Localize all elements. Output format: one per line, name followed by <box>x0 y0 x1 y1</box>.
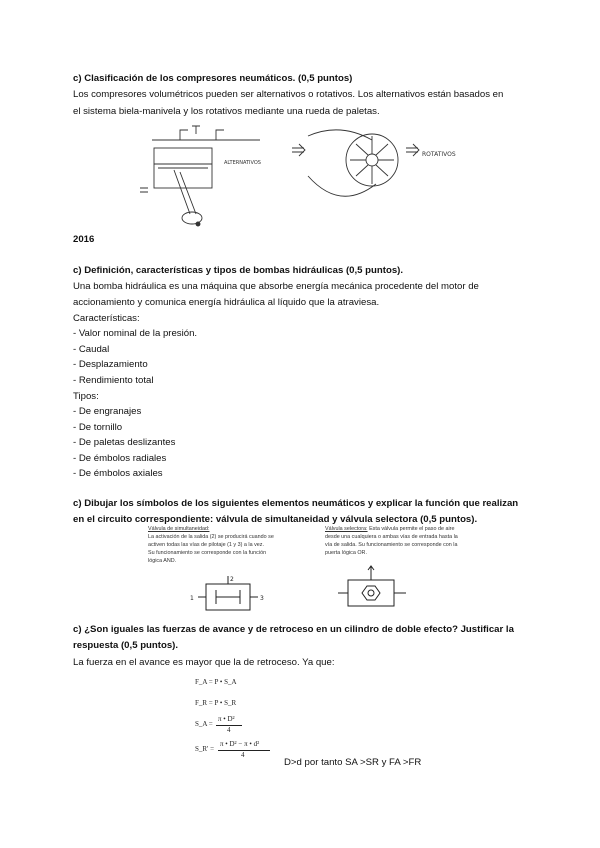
heading-valvulas: c) Dibujar los símbolos de los siguientes elementos neumáticos y explicar la función que realizan <box>73 498 519 509</box>
heading-fuerzas: respuesta (0,5 puntos). <box>73 640 179 651</box>
selectora-line: vía de salida. Su funcionamiento se corresponde con la <box>325 542 458 548</box>
rotary-compressor-sketch <box>292 130 419 196</box>
heading-compresores: c) Clasificación de los compresores neumáticos. (0,5 puntos) <box>73 73 353 84</box>
formula-sr-left: S_R' = <box>195 745 215 753</box>
heading-valvulas: en el circuito correspondiente: válvula de simultaneidad y válvula selectora (0,5 puntos). <box>73 514 478 525</box>
list-item: - De tornillo <box>73 422 123 433</box>
formula-fr: F_R = P • S_R <box>195 699 237 707</box>
port-right-label: 3 <box>260 595 264 602</box>
paragraph-line: el sistema biela-manivela y los rotativos mediante una rueda de paletas. <box>73 106 380 117</box>
formula-sa-numerator: π • D² <box>218 715 235 723</box>
list-item: - Rendimiento total <box>73 375 154 386</box>
formula-sa-denominator: 4 <box>227 726 231 734</box>
selectora-line: Esta válvula permite el paso de aire <box>369 526 455 532</box>
selectora-text <box>325 526 454 533</box>
paragraph-line: Una bomba hidráulica es una máquina que absorbe energía mecánica procedente del motor de <box>73 281 479 292</box>
year-heading: 2016 <box>73 234 95 245</box>
selectora-line: desde una cualquiera o ambas vías de entrada hasta la <box>325 534 458 540</box>
simultaneidad-line: La activación de la salida (2) se producirá cuando se <box>148 534 274 540</box>
port-top-label: 2 <box>230 576 234 583</box>
selector-valve-symbol <box>334 562 410 614</box>
heading-fuerzas: c) ¿Son iguales las fuerzas de avance y de retroceso en un cilindro de doble efecto? Justificar la <box>73 624 514 635</box>
alternative-label: ALTERNATIVOS <box>224 160 261 166</box>
simultaneidad-line: activen todas las vías de pilotaje (1 y 3) a la vez. <box>148 542 264 548</box>
fuerzas-conclusion: D>d por tanto SA >SR y FA >FR <box>284 757 422 768</box>
simultaneidad-title: Válvula de simultaneidad: <box>148 526 210 532</box>
formula-fa: F_A = P • S_A <box>195 678 237 686</box>
formula-sr-denominator: 4 <box>241 751 245 759</box>
list-item: - De émbolos axiales <box>73 468 163 479</box>
list-item: - Valor nominal de la presión. <box>73 328 198 339</box>
paragraph-line: Características: <box>73 313 140 324</box>
heading-bombas: c) Definición, características y tipos de bombas hidráulicas (0,5 puntos). <box>73 265 404 276</box>
list-item: - Desplazamiento <box>73 359 148 370</box>
alternative-compressor-sketch <box>140 126 260 226</box>
formula-sr-numerator: π • D² − π • d² <box>220 740 260 748</box>
simultaneidad-line: lógica AND. <box>148 558 177 564</box>
paragraph-line: accionamiento y comunica energía hidráulica al líquido que la atraviesa. <box>73 297 380 308</box>
simultaneity-valve-symbol <box>188 574 268 616</box>
selectora-title: Válvula selectora: <box>325 526 368 532</box>
selectora-line: puerta lógica OR. <box>325 550 367 556</box>
list-item: - De engranajes <box>73 406 142 417</box>
list-item: - Caudal <box>73 344 110 355</box>
paragraph-line: Los compresores volumétricos pueden ser alternativos o rotativos. Los alternativos están basados en <box>73 89 504 100</box>
formula-sa-left: S_A = <box>195 720 213 728</box>
paragraph-line: Tipos: <box>73 391 99 402</box>
rotary-label: ROTATIVOS <box>422 151 456 158</box>
list-item: - De émbolos radiales <box>73 453 167 464</box>
compressor-sketches-figure <box>140 124 470 232</box>
simultaneidad-line: Su funcionamiento se corresponde con la función <box>148 550 267 556</box>
list-item: - De paletas deslizantes <box>73 437 176 448</box>
fuerzas-intro: La fuerza en el avance es mayor que la de retroceso. Ya que: <box>73 657 335 668</box>
port-left-label: 1 <box>190 595 194 602</box>
